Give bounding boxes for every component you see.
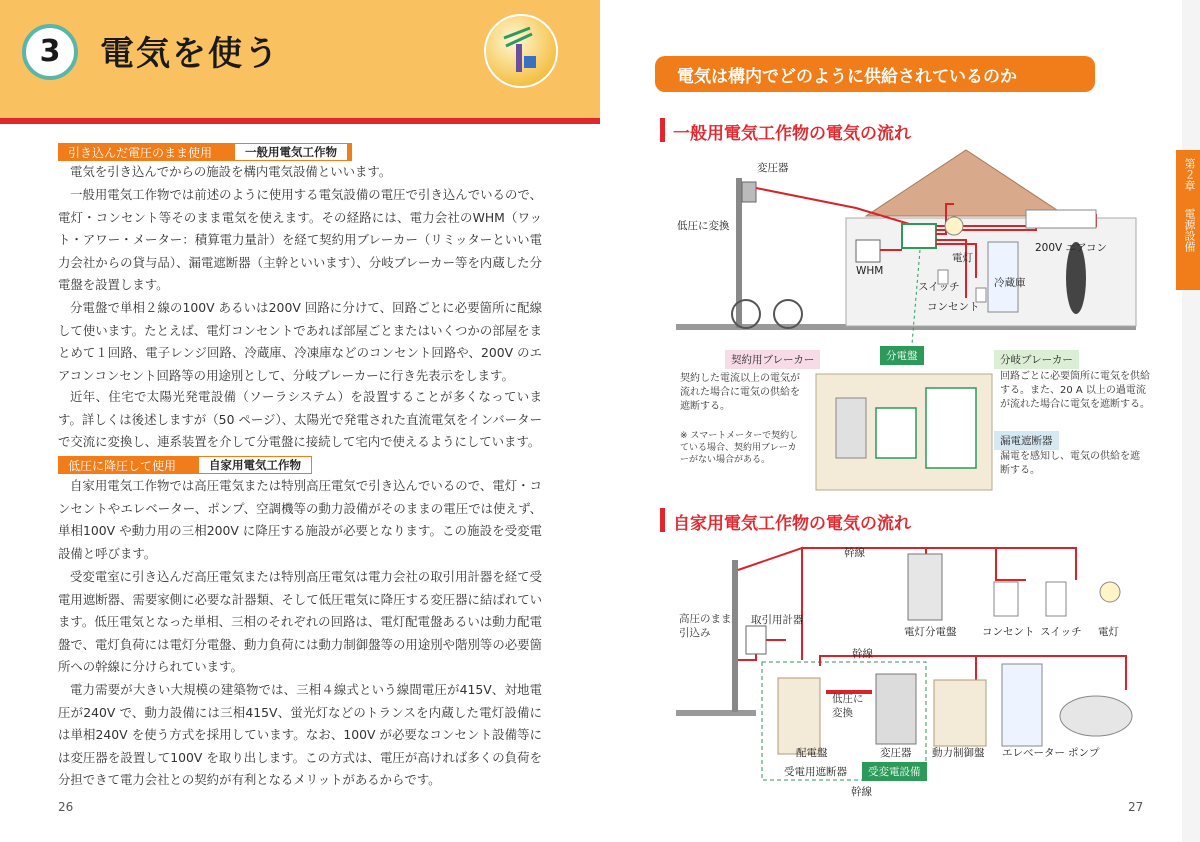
pole-transformer	[742, 182, 756, 202]
elcb-drawing	[876, 408, 916, 458]
sub2-mark	[660, 508, 665, 532]
section2-bar	[58, 456, 312, 474]
lbl-high-voltage: 高圧のまま引込み	[679, 613, 732, 639]
lbl-main-1: 幹線	[844, 547, 865, 559]
house-roof	[866, 150, 1066, 216]
page-number-left: 26	[58, 800, 74, 814]
pump-drawing	[1060, 696, 1132, 736]
utility-pole	[736, 178, 742, 328]
lbl-light-panel: 電灯分電盤	[904, 626, 957, 638]
whm-meter	[856, 240, 880, 262]
sub1-title: 一般用電気工作物の電気の流れ	[673, 124, 911, 144]
tag-branch-breaker: 分岐ブレーカー	[994, 350, 1079, 369]
lbl-meter: 取引用計器	[751, 614, 804, 626]
distribution-panel-drawing	[778, 678, 820, 754]
lbl-outlet-2: コンセント	[982, 626, 1035, 638]
lbl-elevator: エレベーター	[1002, 747, 1065, 759]
paragraph-5: 自家用電気工作物では高圧電気または特別高圧電気で引き込んでいるので、電灯・コンセントやエレベーター、ポンプ、空調機等の動力設備がそのままの電圧では使えず、単相100V や動力用の三相200V に降圧する施設が必要となります。この施設を受変電設備と呼びます。	[58, 478, 542, 561]
side-strip	[1182, 0, 1200, 842]
sub2-title: 自家用電気工作物の電気の流れ	[673, 514, 911, 534]
side-chapter: 第２章	[1183, 158, 1196, 191]
note-smart-meter: ※ スマートメーターで契約している場合、契約用ブレーカーがない場合がある。	[680, 431, 799, 465]
side-chapter-tab	[1176, 150, 1200, 290]
lbl-motor-panel: 動力制御盤	[932, 747, 985, 759]
elevator-drawing	[1002, 664, 1042, 746]
paragraph-4: 近年、住宅で太陽光発電設備（ソーラシステム）を設置することが多くなっています。詳しくは後述しますが（50 ページ）、太陽光で発電された直流電気をインバーターで交流に変換し、連系装置を介して分電盤に接続して宅内で使えるようにしています。	[58, 389, 542, 450]
tag-panel: 分電盤	[880, 346, 924, 365]
main-line-top	[738, 548, 1076, 660]
lbl-step-down: 低圧に変換	[677, 220, 730, 232]
light-panel-drawing	[908, 554, 942, 620]
lbl-distribution: 配電盤	[796, 747, 828, 759]
lbl-main-2: 幹線	[852, 648, 873, 660]
transformer-drawing	[876, 674, 916, 744]
section1-label: 引き込んだ電圧のまま使用	[68, 146, 213, 160]
right-banner	[655, 56, 1095, 92]
desc-elcb: 漏電を感知し、電気の供給を遮断する。	[1000, 451, 1140, 476]
page-title: 電気を使う	[100, 34, 280, 74]
section2-box: 自家用電気工作物	[198, 456, 312, 474]
lbl-step-down-2: 低圧に変換	[832, 693, 864, 719]
paragraph-3: 分電盤で単相２線の100V あるいは200V 回路に分けて、回路ごとに必要箇所に配線して使います。たとえば、電灯コンセントであれば部屋ごとまたはいくつかの部屋をまとめて１回路、電子レンジ回路、冷蔵庫、冷凍庫などのコンセント回路や、200V のエアコンコンセント回路等の用途別として、分岐ブレーカーに行き先表示をします。	[58, 300, 542, 383]
paragraph-2: 一般用電気工作物では前述のように使用する電気設備の電圧で引き込んでいるので、電灯・コンセント等そのまま電気を使えます。その経路には、電力会社のWHM（ワット・アワー・メーター：積算電力量計）を経て契約用ブレーカー（リミッターといい電力会社からの貸与品）、漏電遮断器（主幹といいます）、分岐ブレーカー等を内蔵した分電盤を設置します。	[58, 187, 542, 293]
meter-box	[746, 626, 766, 654]
lamp-drawing	[1100, 582, 1120, 602]
page-number-right: 27	[1128, 800, 1144, 814]
section2-label: 低圧に降圧して使用	[68, 459, 177, 473]
side-title: 電源設備	[1183, 208, 1196, 252]
lbl-main-3: 幹線	[851, 786, 872, 798]
panel-box	[902, 224, 936, 248]
banner-text: 電気は構内でどのように供給されているのか	[677, 67, 1017, 87]
aircon-drawing	[1026, 210, 1096, 228]
lbl-fridge: 冷蔵庫	[994, 277, 1026, 289]
lbl-switch-2: スイッチ	[1040, 626, 1082, 638]
lbl-outlet: コンセント	[927, 301, 980, 313]
bicycle-wheel-front	[774, 300, 802, 328]
lbl-aircon: 200V エアコン	[1035, 242, 1108, 254]
contract-breaker-drawing	[836, 398, 866, 458]
lbl-light-2: 電灯	[1098, 626, 1119, 638]
section1-box: 一般用電気工作物	[234, 143, 348, 161]
outlet-drawing	[994, 582, 1018, 616]
tag-substation: 受変電設備	[862, 762, 927, 781]
paragraph-1: 電気を引き込んでからの施設を構内電気設備といいます。	[70, 164, 392, 179]
lbl-light: 電灯	[952, 252, 973, 264]
tag-contract-breaker: 契約用ブレーカー	[725, 350, 820, 369]
desc-branch-breaker: 回路ごとに必要箇所に電気を供給する。また、20 A 以上の過電流が流れた場合に電気を遮断する。	[1000, 371, 1150, 410]
lbl-switch: スイッチ	[918, 281, 960, 293]
desc-contract-breaker: 契約した電流以上の電気が流れた場合に電気の供給を遮断する。	[680, 373, 800, 412]
lbl-whm: WHM	[856, 265, 884, 277]
section1-bar	[58, 143, 352, 161]
chapter-number: 3	[22, 24, 78, 80]
sub1-mark	[660, 118, 665, 142]
switch-drawing	[1046, 582, 1066, 616]
tag-elcb: 漏電遮断器	[994, 431, 1059, 450]
lbl-breaker: 受電用遮断器	[784, 766, 847, 778]
paragraph-6: 受変電室に引き込んだ高圧電気または特別高圧電気は電力会社の取引用計器を経て受電用遮断器、需要家側に必要な計器類、そして低圧電気に降圧する変圧器に結ばれています。低圧電気となった単相、三相のそれぞれの回路は、電灯配電盤あるいは動力配電盤で、電灯負荷には電灯分電盤、動力負荷には動力制御盤等の用途別や階別等の必要箇所への幹線に分けられています。	[58, 569, 542, 675]
ceiling-light	[945, 217, 963, 235]
paragraph-7: 電力需要が大きい大規模の建築物では、三相４線式という線間電圧が415V、対地電圧が240V で、動力設備には三相415V、蛍光灯などのトランスを内蔵した電灯設備には単相240V を使う方式を採用しています。なお、100V が必要なコンセント設備等には変圧器を設置して100V を取り出します。この方式は、電圧が高ければ多くの負荷を分担できて電力会社との契約が有利となるメリットがあるからです。	[58, 682, 542, 788]
chapter-logo-icon	[484, 14, 558, 88]
branch-breakers-drawing	[926, 388, 976, 468]
header-red-rule	[0, 118, 600, 124]
lbl-pump: ポンプ	[1068, 747, 1100, 759]
lbl-transformer: 変圧器	[757, 162, 789, 174]
lbl-transformer-2: 変圧器	[880, 747, 912, 759]
motor-panel-drawing	[934, 680, 986, 746]
